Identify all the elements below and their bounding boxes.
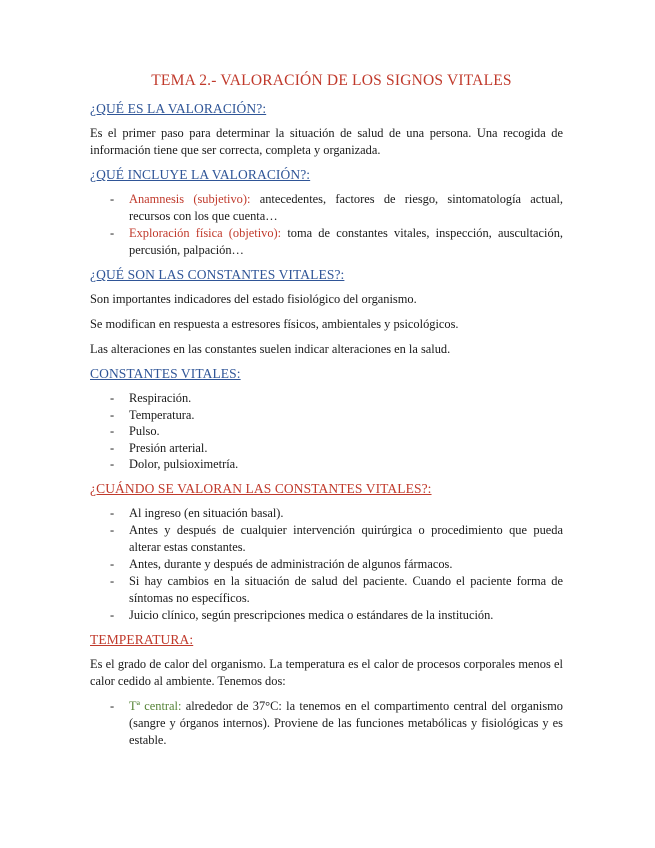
list-incluye-valoracion	[90, 191, 563, 259]
item-text: alrededor de 37°C: la tenemos en el compartimento central del organismo (sangre y órganos internos). Proviene de las funciones metabólicas y fisiológicas y es estable.	[129, 698, 563, 747]
list-constantes-vitales	[90, 390, 563, 473]
item-text: toma de constantes vitales, inspección, auscultación, percusión, palpación…	[129, 226, 563, 257]
list-item	[90, 556, 563, 573]
item-text: Temperatura.	[129, 407, 195, 422]
heading-que-son-constantes: ¿QUÉ SON LAS CONSTANTES VITALES?:	[90, 267, 345, 282]
item-text: Juicio clínico, según prescripciones medica o estándares de la institución.	[129, 607, 494, 622]
term-anamnesis: Anamnesis (subjetivo):	[129, 192, 251, 206]
item-text: Presión arterial.	[129, 440, 208, 455]
list-item	[90, 407, 563, 424]
list-item	[90, 607, 563, 624]
list-item	[90, 573, 563, 607]
list-item	[90, 505, 563, 522]
item-text: Al ingreso (en situación basal).	[129, 505, 284, 520]
item-text: Si hay cambios en la situación de salud del paciente. Cuando el paciente forma de síntomas no específicos.	[129, 573, 563, 605]
paragraph-constantes-2: Se modifican en respuesta a estresores físicos, ambientales y psicológicos.	[90, 317, 459, 331]
term-t-central: Tª central:	[129, 698, 182, 713]
list-item	[90, 698, 563, 749]
list-temperatura	[90, 698, 563, 749]
item-text: Antes y después de cualquier intervención quirúrgica o procedimiento que pueda alterar estas constantes.	[129, 522, 563, 554]
bullet-dash: -	[110, 424, 115, 439]
bullet-dash: -	[110, 505, 115, 520]
paragraph-constantes-3: Las alteraciones en las constantes suelen indicar alteraciones en la salud.	[90, 342, 451, 356]
list-item	[90, 522, 563, 556]
item-text: antecedentes, factores de riesgo, sintomatología actual, recursos con los que cuenta…	[129, 192, 563, 223]
heading-que-es-valoracion: ¿QUÉ ES LA VALORACIÓN?:	[90, 101, 267, 116]
bullet-dash: -	[110, 698, 115, 713]
heading-cuando-se-valoran: ¿CUÁNDO SE VALORAN LAS CONSTANTES VITALES?:	[90, 480, 432, 496]
list-item	[90, 191, 563, 225]
list-item	[90, 390, 563, 407]
bullet-dash: -	[110, 192, 115, 206]
bullet-dash: -	[110, 556, 115, 571]
term-exploracion-fisica: Exploración física (objetivo):	[129, 226, 282, 240]
item-text: Antes, durante y después de administración de algunos fármacos.	[129, 556, 453, 571]
heading-que-incluye-valoracion: ¿QUÉ INCLUYE LA VALORACIÓN?:	[90, 167, 311, 182]
heading-temperatura: TEMPERATURA:	[90, 631, 194, 647]
bullet-dash: -	[110, 226, 115, 240]
item-text: Dolor, pulsioximetría.	[129, 457, 239, 472]
item-text: Respiración.	[129, 391, 192, 405]
list-item	[90, 225, 563, 259]
heading-constantes-vitales: CONSTANTES VITALES:	[90, 366, 241, 381]
bullet-dash: -	[110, 607, 115, 622]
paragraph-valoracion-definicion: Es el primer paso para determinar la situación de salud de una persona. Una recogida de información tiene que ser correcta, completa y organizada.	[90, 126, 563, 157]
bullet-dash: -	[110, 522, 115, 537]
document-title: TEMA 2.- VALORACIÓN DE LOS SIGNOS VITALES	[151, 72, 512, 89]
bullet-dash: -	[110, 573, 115, 588]
bullet-dash: -	[110, 440, 115, 455]
list-item	[90, 440, 563, 457]
paragraph-temperatura: Es el grado de calor del organismo. La temperatura es el calor de procesos corporales menos el calor cedido al ambiente. Tenemos dos:	[90, 656, 563, 688]
paragraph-constantes-1: Son importantes indicadores del estado fisiológico del organismo.	[90, 292, 417, 306]
bullet-dash: -	[110, 457, 115, 472]
item-text: Pulso.	[129, 424, 160, 439]
list-item	[90, 423, 563, 440]
list-cuando-se-valoran	[90, 505, 563, 624]
list-item	[90, 456, 563, 473]
bullet-dash: -	[110, 407, 115, 422]
bullet-dash: -	[110, 391, 115, 405]
